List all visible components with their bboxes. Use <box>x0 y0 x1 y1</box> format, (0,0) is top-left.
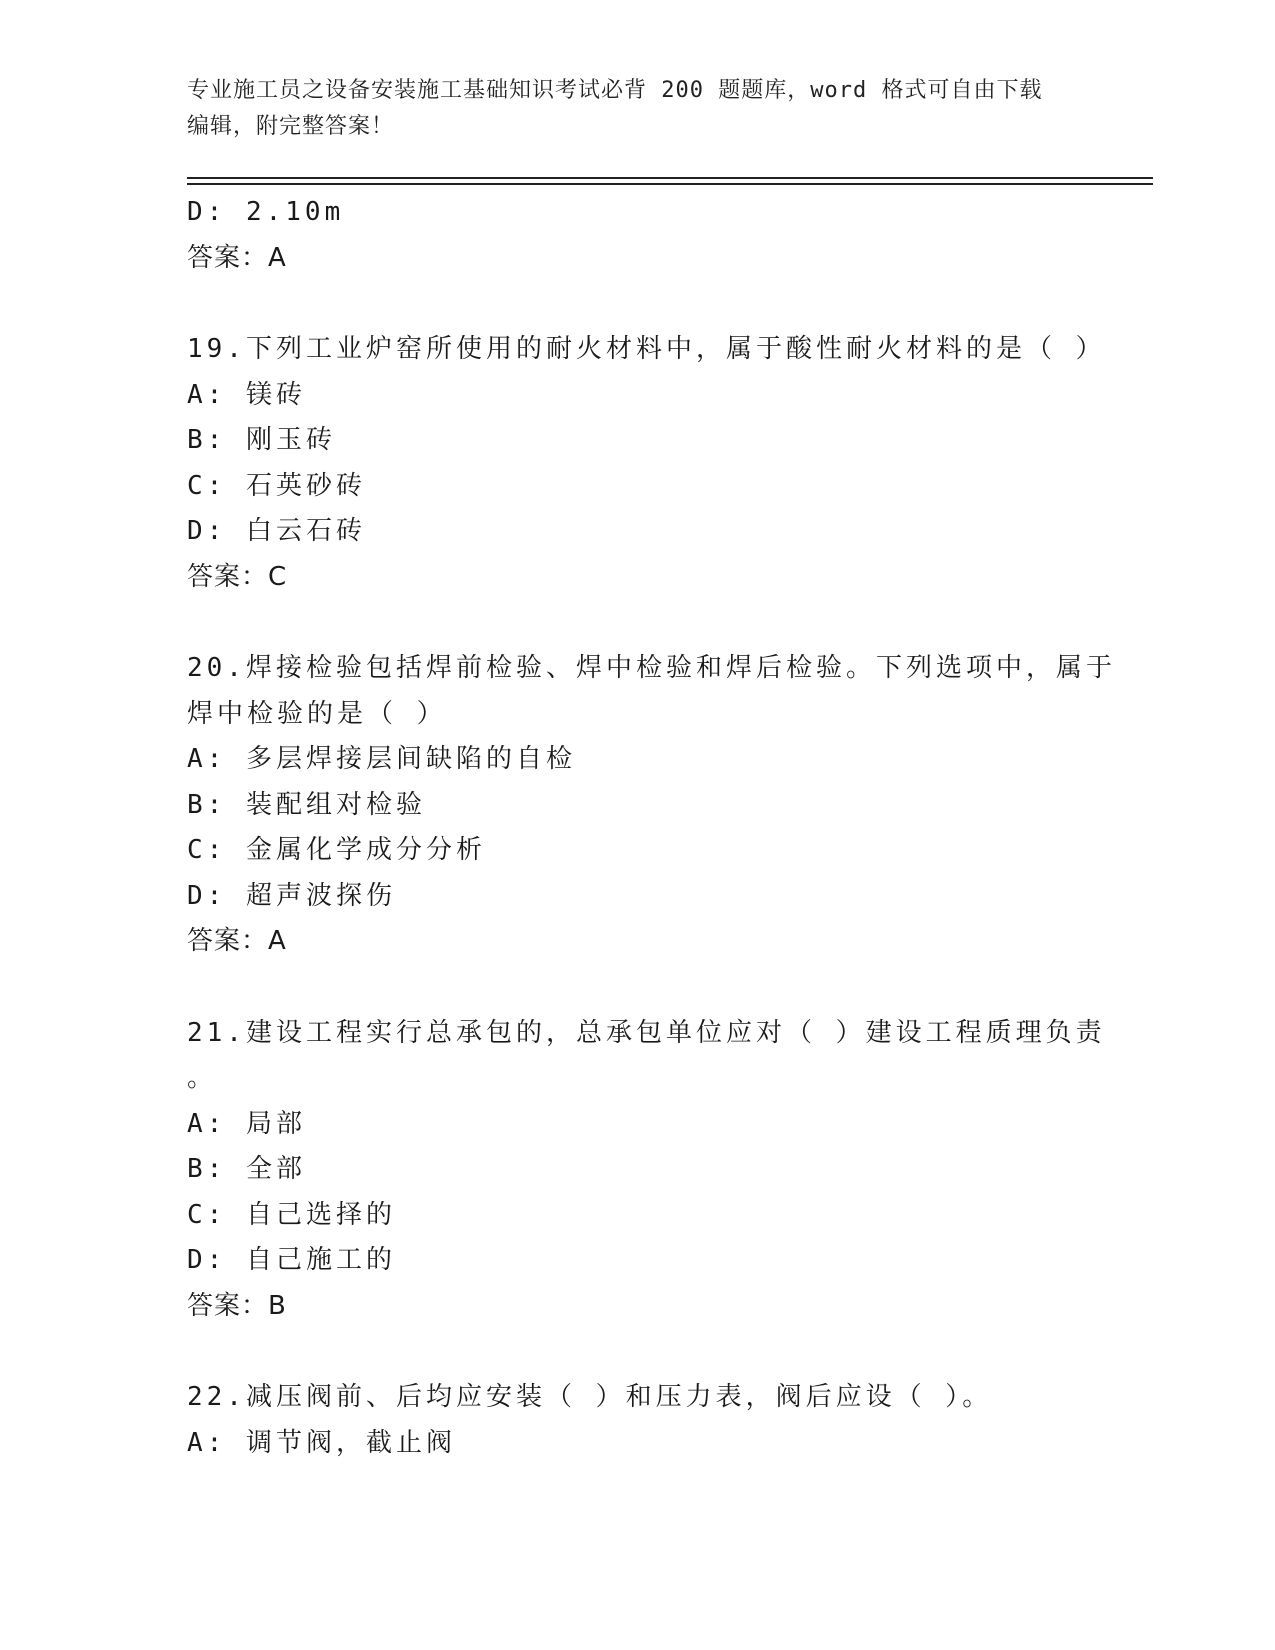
option-d: D: 2.10m <box>187 197 345 227</box>
spacer <box>187 600 1087 646</box>
option-d: D: 超声波探伤 <box>187 880 396 911</box>
question-19 <box>187 327 1106 600</box>
option-c: C: 石英砂砖 <box>187 470 366 501</box>
option-c: C: 金属化学成分分析 <box>187 835 486 865</box>
question-22 <box>187 1375 1087 1466</box>
document-body <box>187 190 1116 1466</box>
question-21 <box>187 1011 1106 1330</box>
header-divider-top <box>187 177 1153 179</box>
question-text: 20.焊接检验包括焊前检验、焊中检验和焊后检验。下列选项中，属于 <box>187 653 1116 683</box>
header-line-2: 编辑，附完整答案！ <box>187 114 395 139</box>
answer: 答案：C <box>187 561 288 592</box>
header-line-1: 专业施工员之设备安装施工基础知识考试必背 200 题题库，word 格式可自由下载 <box>187 78 1043 103</box>
option-c: C: 自己选择的 <box>187 1199 396 1230</box>
answer: 答案：B <box>187 1290 287 1321</box>
header-divider-bottom <box>187 183 1153 185</box>
question-18-tail <box>187 190 1087 281</box>
question-20 <box>187 646 1116 965</box>
question-text-continued: 。 <box>187 1063 218 1093</box>
question-text: 21.建设工程实行总承包的，总承包单位应对（ ）建设工程质理负责 <box>187 1017 1106 1048</box>
question-text: 19.下列工业炉窑所使用的耐火材料中，属于酸性耐火材料的是（ ） <box>187 334 1106 364</box>
option-b: B: 刚玉砖 <box>187 425 336 455</box>
option-a: A: 多层焊接层间缺陷的自检 <box>187 744 576 774</box>
answer: 答案：A <box>187 242 287 273</box>
spacer <box>187 965 1087 1011</box>
spacer <box>187 281 1087 327</box>
option-d: D: 白云石砖 <box>187 516 366 546</box>
page-header <box>187 73 1087 145</box>
spacer <box>187 1329 1087 1375</box>
question-text-continued: 焊中检验的是（ ） <box>187 698 447 729</box>
option-d: D: 自己施工的 <box>187 1245 396 1275</box>
question-text: 22.减压阀前、后均应安装（ ）和压力表，阀后应设（ ）。 <box>187 1382 993 1412</box>
option-b: B: 装配组对检验 <box>187 789 426 820</box>
option-a: A: 调节阀，截止阀 <box>187 1427 456 1458</box>
option-a: A: 镁砖 <box>187 379 306 410</box>
answer: 答案：A <box>187 926 287 956</box>
option-a: A: 局部 <box>187 1108 306 1139</box>
option-b: B: 全部 <box>187 1154 306 1184</box>
